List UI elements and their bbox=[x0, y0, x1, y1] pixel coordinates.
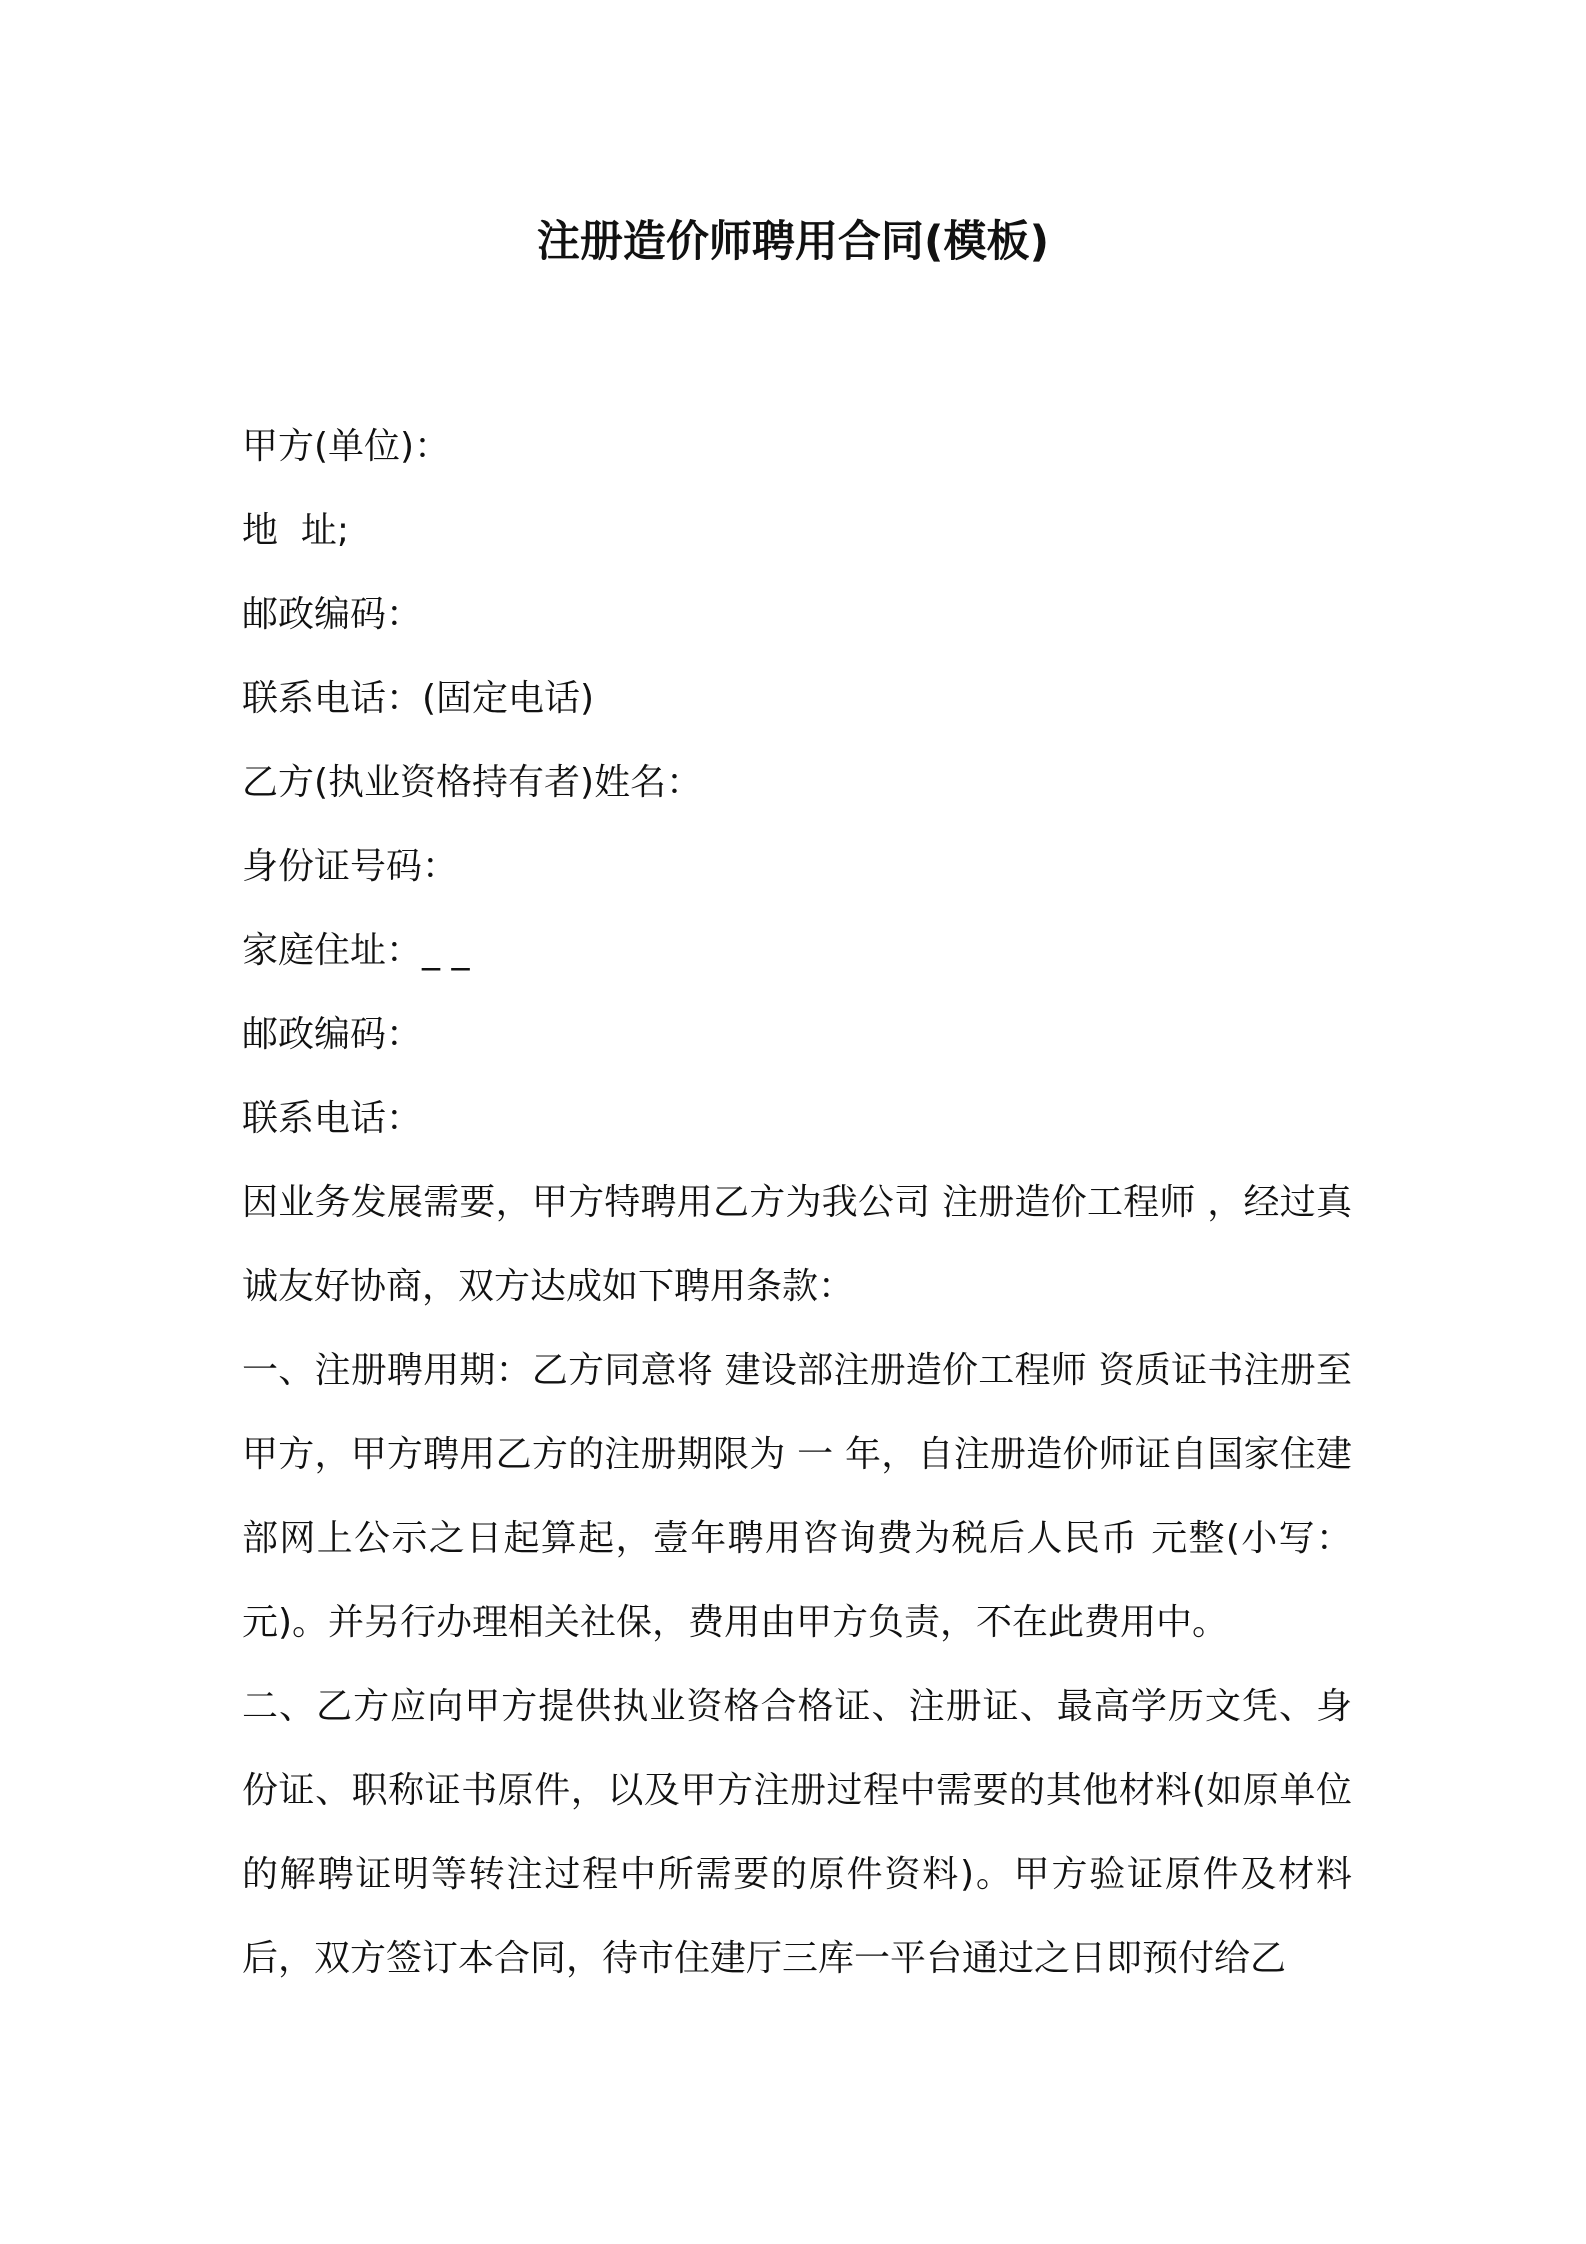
clause-2-paragraph: 二、乙方应向甲方提供执业资格合格证、注册证、最高学历文凭、身份证、职称证书原件，以及甲方注册过程中需要的其他材料(如原单位的解聘证明等转注过程中所需要的原件资料)。甲方验证原件及材料后，双方签订本合同，待市住建厅三库一平台通过之日即预付给乙 bbox=[242, 1686, 1352, 1979]
party-b-id-number: 身份证号码： bbox=[242, 846, 459, 887]
document-body bbox=[242, 405, 1352, 2001]
party-b-home-address: 家庭住址：_ _ bbox=[242, 930, 470, 971]
party-b-name: 乙方(执业资格持有者)姓名： bbox=[242, 762, 703, 803]
party-a-unit: 甲方(单位)： bbox=[242, 426, 451, 467]
clause-1-paragraph: 一、注册聘用期：乙方同意将 建设部注册造价工程师 资质证书注册至甲方，甲方聘用乙方的注册期限为 一 年，自注册造价师证自国家住建部网上公示之日起算起，壹年聘用咨询费为税后人民币 元整(小写： 元)。并另行办理相关社保，费用由甲方负责，不在此费用中。 bbox=[242, 1350, 1352, 1643]
party-a-address: 地 址; bbox=[242, 510, 350, 551]
party-b-phone: 联系电话： bbox=[242, 1098, 423, 1139]
party-a-phone: 联系电话：(固定电话) bbox=[242, 678, 595, 719]
party-a-postcode: 邮政编码： bbox=[242, 594, 423, 635]
party-b-postcode: 邮政编码： bbox=[242, 1014, 423, 1055]
document-title: 注册造价师聘用合同(模板) bbox=[536, 217, 1050, 267]
intro-paragraph: 因业务发展需要，甲方特聘用乙方为我公司 注册造价工程师 ，经过真诚友好协商，双方达成如下聘用条款： bbox=[242, 1182, 1352, 1307]
